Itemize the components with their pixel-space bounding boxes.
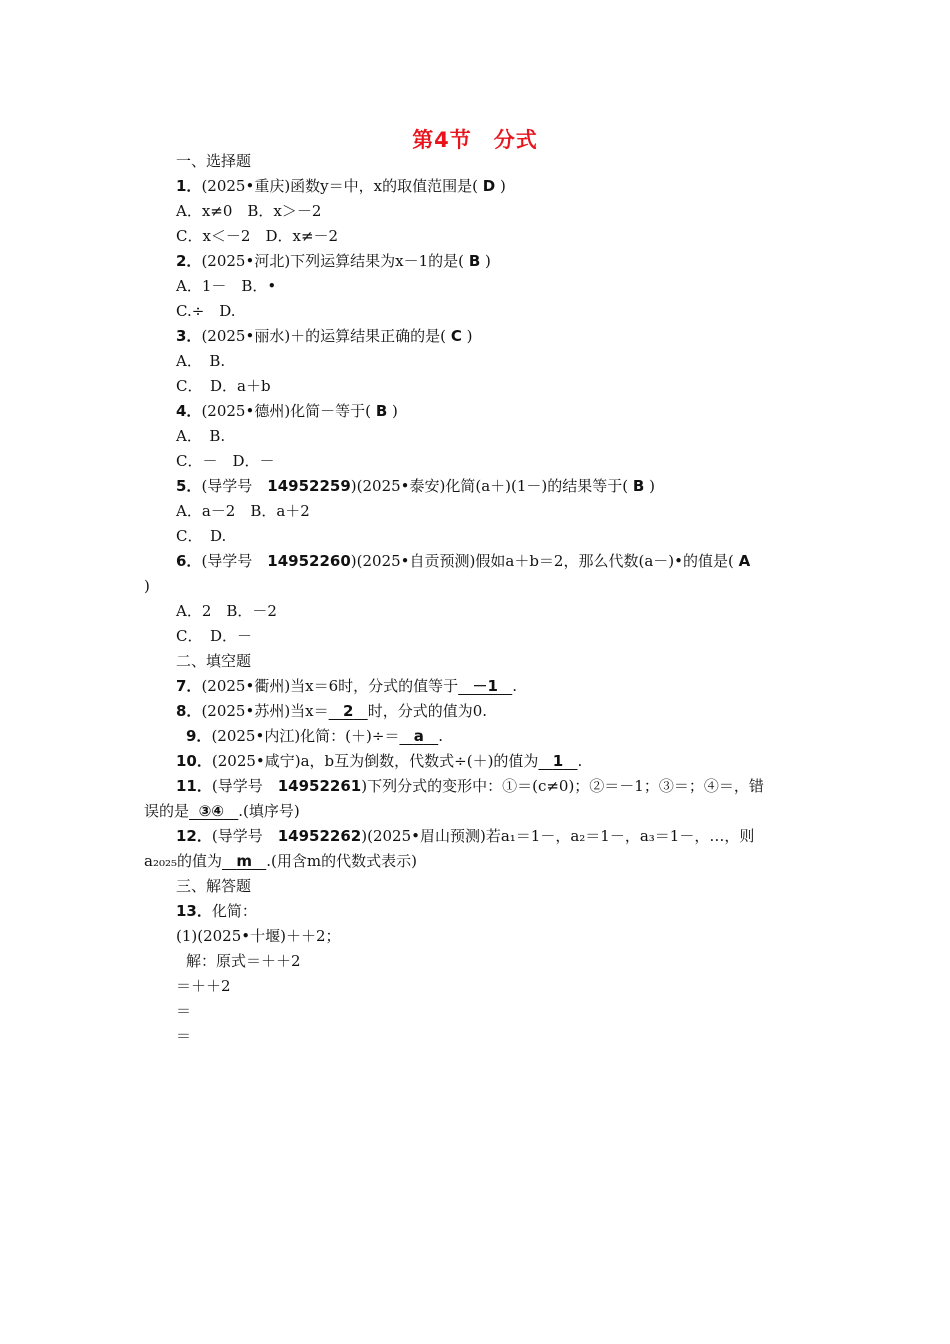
question-5 [176, 477, 655, 495]
question-source: )(2025• [350, 477, 410, 495]
question-11 [176, 777, 764, 795]
question-number: 4． [176, 402, 202, 420]
question-text: 德州)化简－等于( [254, 402, 372, 420]
question-source: )(2025• [350, 552, 410, 570]
question-13 [176, 902, 257, 920]
question-source: )(2025• [361, 827, 420, 845]
question-prefix: (导学号 [201, 477, 268, 495]
question-end: ) [144, 577, 150, 595]
question-2 [176, 252, 491, 270]
question-11-line2 [144, 802, 300, 820]
question-id: 14952260 [267, 552, 351, 570]
options-ab: A． B. [176, 352, 226, 370]
question-id: 14952261 [277, 777, 362, 795]
question-number: 6． [176, 552, 202, 570]
question-source: (2025• [201, 252, 255, 270]
question-10 [176, 752, 582, 770]
question-end: ) [466, 327, 473, 345]
question-number: 1． [176, 177, 202, 195]
options-cd: C．x＜－2 D．x≠－2 [176, 227, 339, 245]
question-end: ) [649, 477, 655, 495]
question-text: a₂₀₂₅的值为 [144, 852, 222, 870]
question-source: (2025• [201, 327, 255, 345]
question-text: 化简： [211, 902, 257, 920]
question-text: 眉山预测)若a₁＝1－，a₂＝1－，a₃＝1－，…，则 [419, 827, 755, 845]
question-source: (2025• [201, 177, 255, 195]
answer-blank: 1 [552, 752, 564, 770]
options-cd: C． D. [176, 527, 227, 545]
question-number: 5． [176, 477, 202, 495]
answer-blank: a [413, 727, 424, 745]
answer-blank: m [236, 852, 252, 870]
question-end: .(用含m的代数式表示) [266, 852, 417, 870]
page-title: 第4节 分式 [412, 128, 538, 152]
answer-blank: ③④ [198, 802, 224, 820]
answer-blank: －1 [472, 677, 498, 695]
question-12-line2 [144, 852, 417, 870]
question-number: 12． [176, 827, 212, 845]
question-source: (2025• [201, 677, 255, 695]
question-source: (2025• [211, 727, 265, 745]
question-text: 苏州)当x＝ [254, 702, 329, 720]
solution-line: 解：原式＝＋＋2 [186, 952, 301, 970]
options-cd: C． D．a＋b [176, 377, 271, 395]
question-7 [176, 677, 517, 695]
question-number: 7． [176, 677, 202, 695]
options-ab: A．a－2 B．a＋2 [176, 502, 310, 520]
question-source: (2025• [201, 402, 255, 420]
answer: C [450, 327, 462, 345]
options-ab: A． B. [176, 427, 226, 445]
answer: A [738, 552, 751, 570]
answer: B [468, 252, 481, 270]
question-end: ) [499, 177, 506, 195]
question-number: 8． [176, 702, 202, 720]
question-text: 河北)下列运算结果为x－1的是( [254, 252, 465, 270]
question-text: 衢州)当x＝6时，分式的值等于 [254, 677, 459, 695]
question-6 [176, 552, 750, 570]
question-12 [176, 827, 754, 845]
question-text: 误的是 [144, 802, 190, 820]
question-source: (2025• [211, 752, 265, 770]
question-4 [176, 402, 398, 420]
question-end: ) [485, 252, 491, 270]
options-ab: A．2 B．－2 [176, 602, 277, 620]
answer: D [482, 177, 496, 195]
question-prefix: (导学号 [211, 777, 278, 795]
answer: B [375, 402, 388, 420]
question-text: 泰安)化简(a＋)(1－)的结果等于( [409, 477, 629, 495]
question-1 [176, 177, 506, 195]
question-text: 咸宁)a，b互为倒数，代数式÷(＋)的值为 [264, 752, 539, 770]
question-text: 丽水)＋的运算结果正确的是( [254, 327, 447, 345]
answer-blank: 2 [342, 702, 354, 720]
options-ab: A．1－ B．• [176, 277, 277, 295]
question-text: )下列分式的变形中：①＝(c≠0)；②＝－1；③＝；④＝，错 [361, 777, 764, 795]
solution-line: ＝ [176, 1027, 192, 1045]
question-end: ) [392, 402, 398, 420]
question-text: 自贡预测)假如a＋b＝2，那么代数(a－)•的值是( [409, 552, 734, 570]
question-number: 13． [176, 902, 212, 920]
question-9 [186, 727, 443, 745]
question-prefix: (导学号 [211, 827, 278, 845]
section-heading-fill: 二、填空题 [176, 652, 252, 670]
options-cd: C.÷ D. [176, 302, 236, 320]
question-number: 11． [176, 777, 212, 795]
options-cd: C．－ D．－ [176, 452, 275, 470]
question-number: 10． [176, 752, 212, 770]
question-end: . [438, 727, 443, 745]
question-text: 重庆)函数y＝中，x的取值范围是( [254, 177, 478, 195]
options-ab: A．x≠0 B．x＞－2 [176, 202, 322, 220]
question-3 [176, 327, 472, 345]
question-end: . [577, 752, 583, 770]
question-13-part-1: (1)(2025•十堰)＋＋2； [176, 927, 341, 945]
question-end: .(填序号) [238, 802, 300, 820]
question-text: 内江)化简：(＋)÷＝ [264, 727, 400, 745]
solution-line: ＝＋＋2 [176, 977, 231, 995]
question-id: 14952262 [277, 827, 362, 845]
section-heading-solve: 三、解答题 [176, 877, 252, 895]
question-number: 9． [186, 727, 212, 745]
question-8 [176, 702, 487, 720]
solution-line: ＝ [176, 1002, 192, 1020]
question-number: 3． [176, 327, 202, 345]
question-source: (2025• [201, 702, 255, 720]
question-end: . [512, 677, 518, 695]
options-cd: C． D．－ [176, 627, 253, 645]
answer: B [632, 477, 645, 495]
question-id: 14952259 [267, 477, 351, 495]
question-prefix: (导学号 [201, 552, 268, 570]
question-number: 2． [176, 252, 202, 270]
section-heading-choice: 一、选择题 [176, 152, 252, 170]
question-end: 时，分式的值为0. [367, 702, 487, 720]
